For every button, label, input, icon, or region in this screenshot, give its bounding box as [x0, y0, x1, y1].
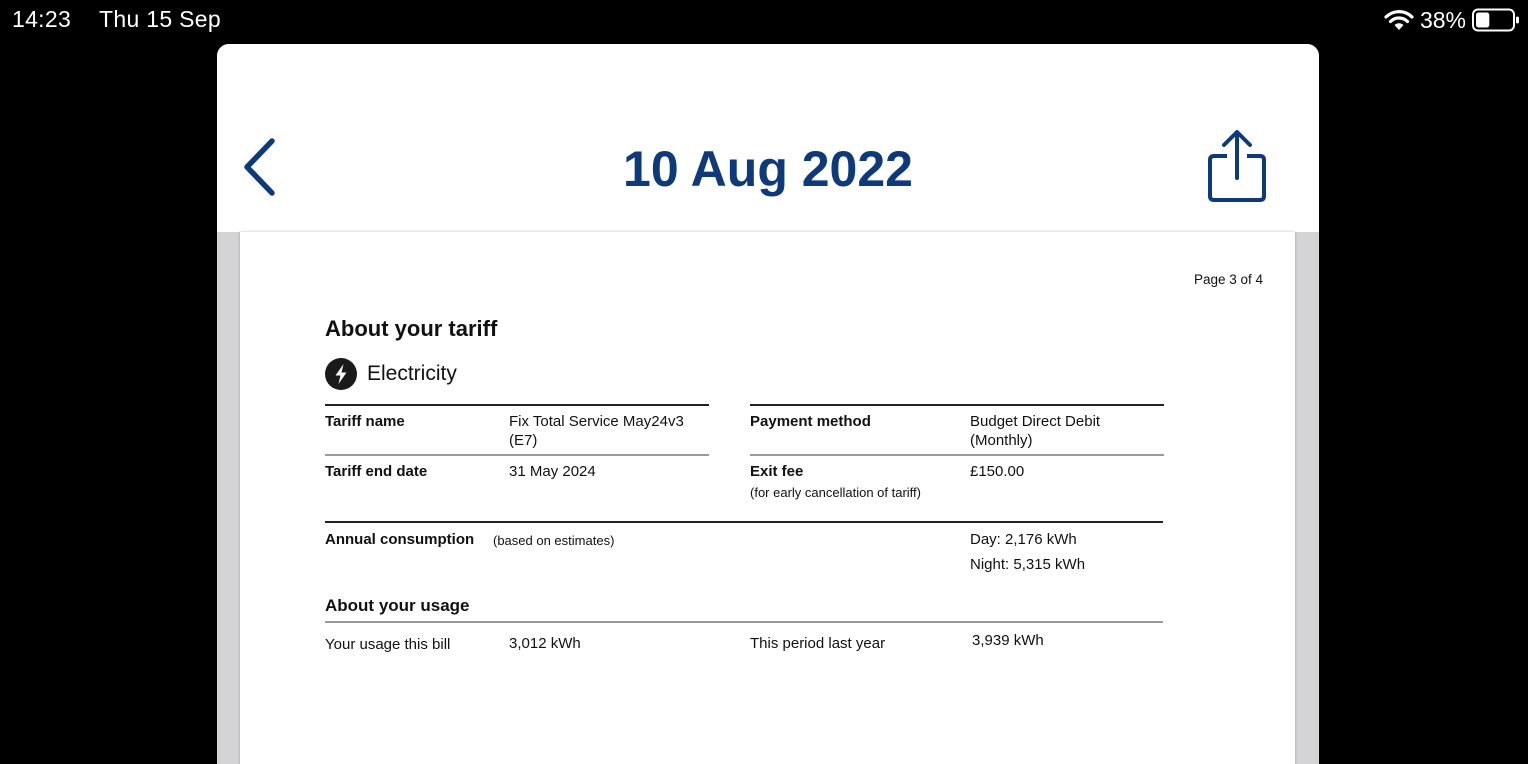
divider — [750, 404, 1164, 406]
tariff-name-value: Fix Total Service May24v3 (E7) — [509, 413, 684, 449]
share-icon — [1205, 130, 1269, 204]
tariff-end-date-label: Tariff end date — [325, 463, 428, 480]
tariff-heading: About your tariff — [325, 316, 498, 341]
payment-method-value: Budget Direct Debit (Monthly) — [970, 413, 1101, 449]
usage-this-bill-value: 3,012 kWh — [509, 635, 581, 652]
bolt-icon — [325, 358, 357, 390]
divider — [325, 454, 709, 456]
battery-icon — [1472, 8, 1520, 32]
divider — [325, 404, 709, 406]
annual-consumption-note: (based on estimates) — [493, 533, 615, 548]
status-date: Thu 15 Sep — [99, 6, 221, 32]
navigation-header — [217, 44, 1319, 232]
tariff-end-date-value: 31 May 2024 — [509, 463, 596, 480]
payment-method-label: Payment method — [750, 413, 871, 430]
annual-consumption-label: Annual consumption — [325, 531, 475, 548]
night-consumption-value: Night: 5,315 kWh — [970, 556, 1086, 573]
electricity-section-label — [325, 358, 457, 390]
document-page — [240, 232, 1295, 764]
usage-heading: About your usage — [325, 596, 470, 615]
exit-fee-note: (for early cancellation of tariff) — [750, 485, 921, 500]
last-year-label: This period last year — [750, 635, 886, 652]
tariff-name-label: Tariff name — [325, 413, 405, 430]
usage-this-bill-label: Your usage this bill — [325, 636, 451, 653]
day-consumption-value: Day: 2,176 kWh — [970, 531, 1077, 548]
status-time: 14:23 — [12, 6, 72, 32]
document-sheet — [217, 44, 1319, 764]
share-button[interactable] — [1205, 130, 1269, 204]
wifi-icon — [1384, 9, 1414, 31]
exit-fee-value: £150.00 — [970, 463, 1025, 480]
divider — [750, 454, 1164, 456]
page-number: Page 3 of 4 — [1193, 272, 1263, 287]
page-title: 10 Aug 2022 — [623, 141, 913, 197]
battery-percentage: 38% — [1419, 6, 1466, 33]
divider — [325, 621, 1163, 623]
electricity-label: Electricity — [367, 362, 457, 385]
battery-level-fill — [1476, 13, 1489, 28]
pdf-viewer[interactable] — [217, 232, 1319, 764]
status-bar — [0, 0, 1528, 40]
divider — [325, 521, 1163, 523]
status-indicators — [1384, 6, 1520, 34]
last-year-value: 3,939 kWh — [972, 632, 1044, 649]
exit-fee-label: Exit fee — [750, 463, 804, 480]
